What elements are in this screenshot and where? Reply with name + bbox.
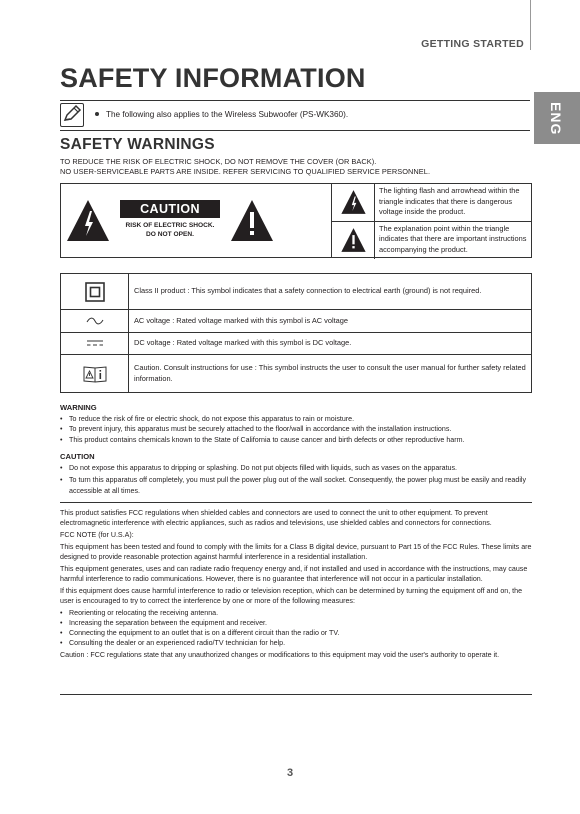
symbol-description: DC voltage : Rated voltage marked with this symbol is DC voltage. <box>129 333 532 355</box>
small-lightning-triangle-icon <box>340 189 367 215</box>
symbol-row <box>61 274 532 310</box>
warning-line-1: TO REDUCE THE RISK OF ELECTRIC SHOCK, DO NOT REMOVE THE COVER (OR BACK). <box>60 157 377 166</box>
caution-block <box>60 183 532 258</box>
note-row <box>60 100 530 131</box>
page-title: SAFETY INFORMATION <box>60 63 366 93</box>
symbol-description: Class II product : This symbol indicates that a safety connection to electrical earth (ground) is not required. <box>129 274 532 310</box>
flash-explanation <box>332 184 532 222</box>
caution-label <box>120 200 220 239</box>
fcc-section <box>60 502 532 695</box>
lightning-triangle-icon <box>65 198 111 243</box>
list-item: • Connecting the equipment to an outlet that is on a different circuit than the radio or TV. <box>60 628 532 638</box>
section-header: GETTING STARTED <box>421 38 524 50</box>
fcc-paragraph: This product satisfies FCC regulations when shielded cables and connectors are used to connect the unit to other equipment. To prevent electromagnetic interference with electric appliances, such as radios and televisions, use shielded cables and connectors for connections. <box>60 509 492 527</box>
safety-warnings-heading: SAFETY WARNINGS <box>60 136 215 153</box>
exclamation-explanation <box>332 222 532 260</box>
note-pencil-icon <box>60 103 84 127</box>
language-tab <box>534 92 580 144</box>
warning-heading: WARNING <box>60 403 97 412</box>
caution-label-sub1: RISK OF ELECTRIC SHOCK. <box>125 222 215 229</box>
fcc-paragraph: This equipment has been tested and found to comply with the limits for a Class B digital device, pursuant to Part 15 of the FCC Rules. These limits are designed to provide reasonable protection against harmful interference in a residential installation. <box>60 543 532 561</box>
fcc-measures-list <box>60 608 532 648</box>
exclamation-explanation-text: The explanation point within the triangle indicates that there are important instructions accompanying the product. <box>379 223 527 254</box>
fcc-paragraph: If this equipment does cause harmful interference to radio or television reception, which can be determined by turning the equipment off and on, the user is encouraged to try to correct the interference by one or more of the following measures: <box>60 587 523 605</box>
language-tab-label: ENG <box>548 102 564 136</box>
consult-instructions-icon <box>83 365 107 383</box>
list-item: • Increasing the separation between the equipment and receiver. <box>60 618 532 628</box>
caution-explanations <box>332 183 532 258</box>
caution-label-sub2: DO NOT OPEN. <box>146 231 194 238</box>
list-item: • To prevent injury, this apparatus must be securely attached to the floor/wall in accordance with the installation instructions. <box>60 424 532 434</box>
caution-list <box>60 463 532 496</box>
class-ii-icon <box>85 282 105 302</box>
list-item: • Do not expose this apparatus to dripping or splashing. Do not put objects filled with liquids, such as vases on the apparatus. <box>60 463 532 473</box>
caution-label-title: CAUTION <box>120 200 220 218</box>
header-divider <box>530 0 531 50</box>
fcc-paragraph: Caution : FCC regulations state that any unauthorized changes or modifications to this equipment may void the user's authority to operate it. <box>60 651 500 659</box>
symbol-row <box>61 310 532 333</box>
warning-list <box>60 414 532 445</box>
page-number: 3 <box>286 767 294 779</box>
warning-line-2: NO USER-SERVICEABLE PARTS ARE INSIDE. REFER SERVICING TO QUALIFIED SERVICE PERSONNEL. <box>60 167 431 176</box>
symbol-row <box>61 355 532 393</box>
symbol-description: Caution. Consult instructions for use : This symbol instructs the user to consult the user manual for further safety related information. <box>129 355 532 393</box>
list-item: • To reduce the risk of fire or electric shock, do not expose this apparatus to rain or moisture. <box>60 414 532 424</box>
fcc-note-heading: FCC NOTE (for U.S.A): <box>60 531 134 539</box>
exclamation-triangle-icon <box>229 198 275 243</box>
symbol-table <box>60 273 532 393</box>
small-exclamation-triangle-icon <box>340 227 367 253</box>
symbol-description: AC voltage : Rated voltage marked with this symbol is AC voltage <box>129 310 532 333</box>
flash-explanation-text: The lighting flash and arrowhead within the triangle indicates that there is dangerous voltage inside the product. <box>379 186 520 216</box>
list-item: • Reorienting or relocating the receiving antenna. <box>60 608 532 618</box>
list-item: • Consulting the dealer or an experienced radio/TV technician for help. <box>60 638 532 648</box>
ac-voltage-icon <box>86 317 104 325</box>
caution-label-panel <box>60 183 332 258</box>
caution-heading: CAUTION <box>60 452 95 461</box>
list-item: • To turn this apparatus off completely, you must pull the power plug out of the wall socket. Consequently, the power plug must be easily and readily accessible at all times. <box>60 475 532 496</box>
list-item: • This product contains chemicals known to the State of California to cause cancer and birth defects or other reproductive harm. <box>60 435 532 445</box>
dc-voltage-icon <box>86 340 104 346</box>
note-text: The following also applies to the Wireless Subwoofer (PS-WK360). <box>95 110 348 119</box>
fcc-paragraph: This equipment generates, uses and can radiate radio frequency energy and, if not installed and used in accordance with the instructions, may cause harmful interference to radio communications. However, there is no guarantee that interference will not occur in a particular installation. <box>60 565 528 583</box>
symbol-row <box>61 333 532 355</box>
